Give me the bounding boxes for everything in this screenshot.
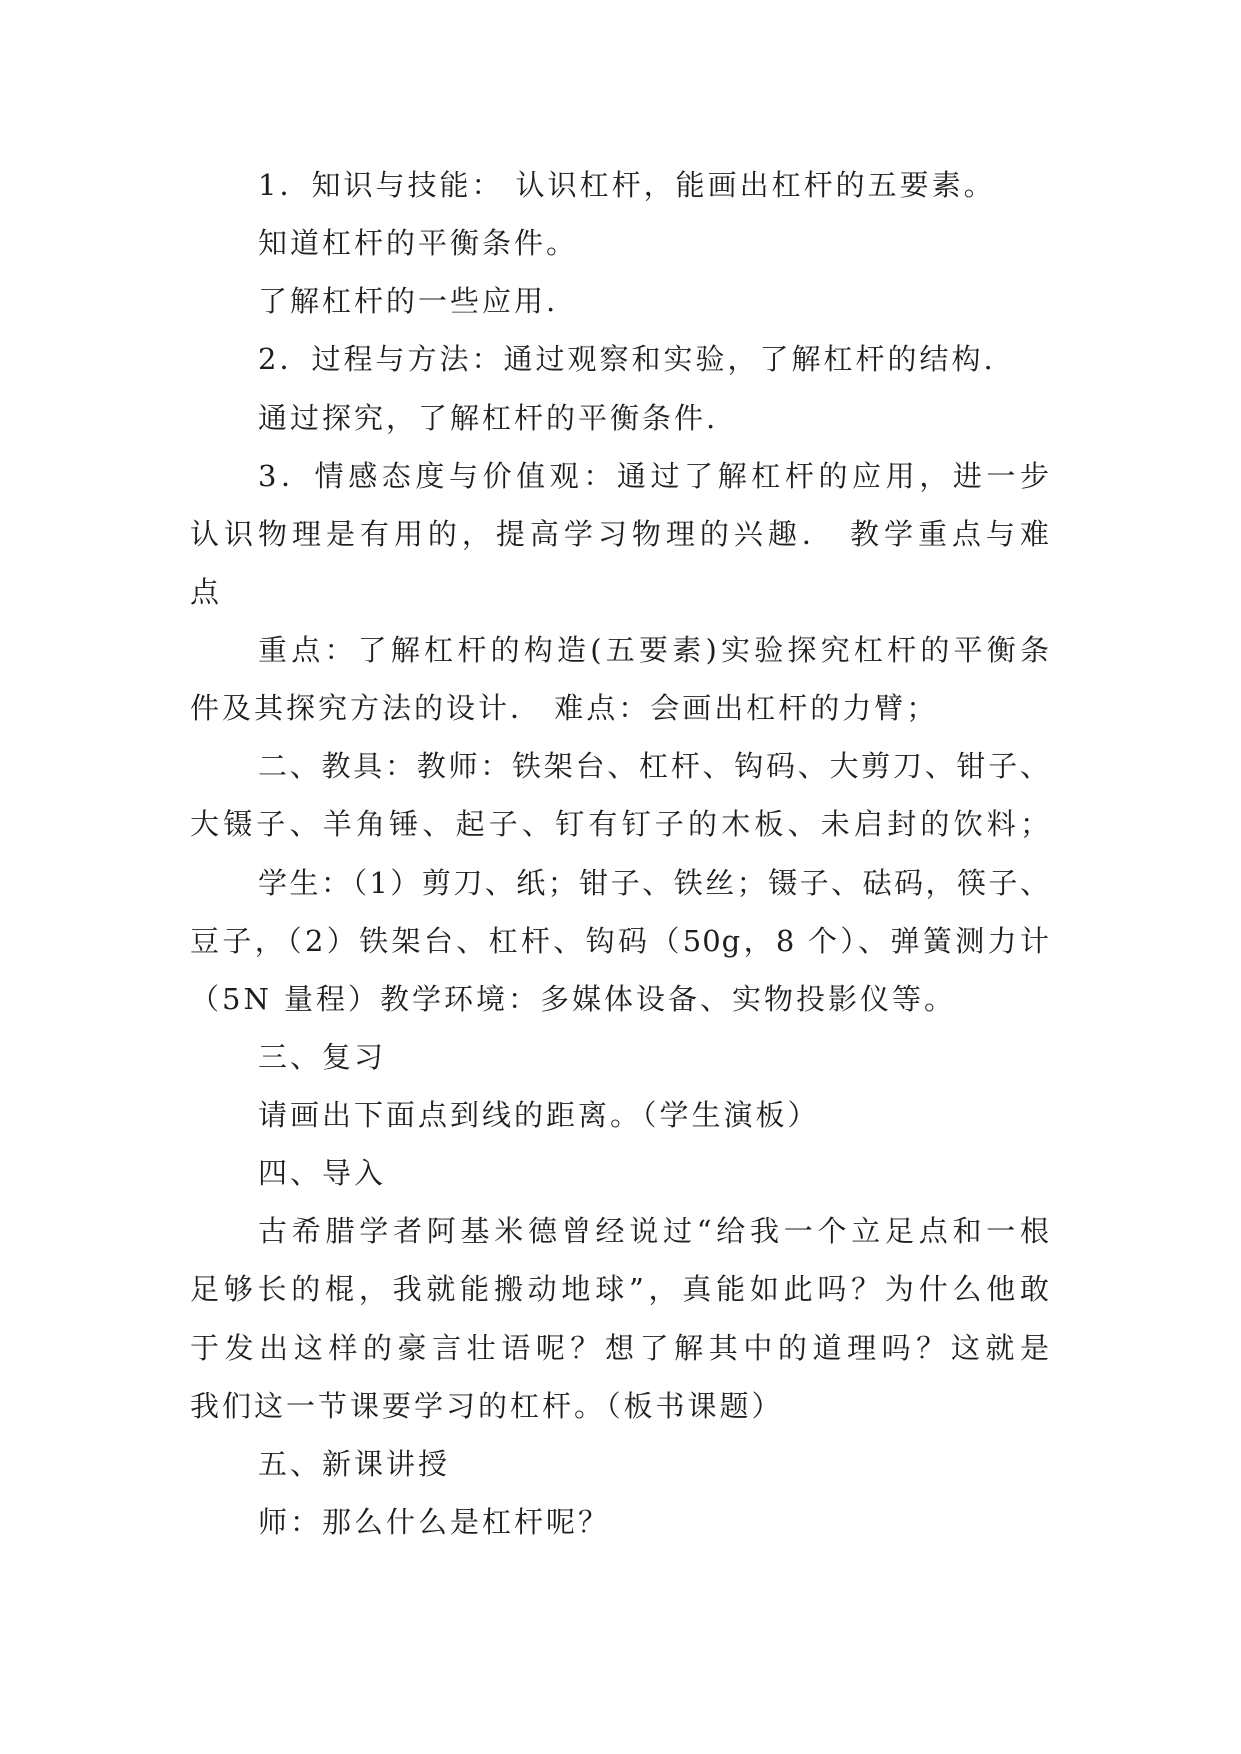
paragraph-inquiry [190, 389, 1050, 447]
text-line: 二、教具：教师：铁架台、杠杆、钩码、大剪刀、钳子、 [258, 749, 1050, 784]
section-heading-introduction [190, 1144, 1050, 1202]
text-line: 大镊子、羊角锤、起子、钉有钉子的木板、未启封的饮料； [190, 807, 1050, 842]
text-line: 了解杠杆的一些应用. [258, 284, 559, 319]
section-heading-review [190, 1028, 1050, 1086]
text-line: 点 [190, 574, 223, 609]
paragraph-teacher-question [190, 1493, 1050, 1551]
paragraph-key-points [190, 621, 1050, 737]
text-line: 请画出下面点到线的距离。（学生演板） [258, 1098, 820, 1132]
paragraph-knowledge-skills [190, 156, 1050, 214]
text-line: 豆子，（2）铁架台、杠杆、钩码（50g，8 个）、弹簧测力计 [190, 923, 1050, 958]
paragraph-process-method [190, 330, 1050, 388]
paragraph-review-task [190, 1086, 1050, 1144]
text-line: 重点：了解杠杆的构造(五要素)实验探究杠杆的平衡条 [258, 633, 1050, 667]
text-line: 我们这一节课要学习的杠杆。（板书课题） [190, 1388, 784, 1423]
section-heading-new-lesson [190, 1435, 1050, 1493]
paragraph-teaching-aids [190, 737, 1050, 853]
text-line: （5N 量程）教学环境：多媒体设备、实物投影仪等。 [190, 981, 957, 1016]
text-line: 2．过程与方法：通过观察和实验，了解杠杆的结构. [258, 342, 996, 377]
paragraph-applications [190, 272, 1050, 330]
text-line: 四、导入 [258, 1156, 387, 1191]
text-line: 学生：（1）剪刀、纸；钳子、铁丝；镊子、砝码，筷子、 [258, 865, 1050, 900]
text-line: 古希腊学者阿基米德曾经说过“给我一个立足点和一根 [258, 1214, 1050, 1249]
text-line: 三、复习 [258, 1039, 387, 1074]
paragraph-balance-condition [190, 214, 1050, 272]
document-body [190, 156, 1050, 1551]
text-line: 五、新课讲授 [258, 1446, 451, 1481]
text-line: 足够长的棍，我就能搬动地球”，真能如此吗？为什么他敢 [190, 1272, 1050, 1307]
paragraph-attitude-values [190, 447, 1050, 621]
text-line: 认识物理是有用的，提高学习物理的兴趣． 教学重点与难 [190, 516, 1050, 551]
text-line: 3．情感态度与价值观：通过了解杠杆的应用，进一步 [258, 458, 1050, 493]
text-line: 师：那么什么是杠杆呢？ [258, 1504, 611, 1539]
text-line: 知道杠杆的平衡条件。 [258, 226, 579, 261]
paragraph-student-materials [190, 854, 1050, 1028]
text-line: 件及其探究方法的设计． 难点：会画出杠杆的力臂； [190, 691, 939, 726]
text-line: 于发出这样的豪言壮语呢？想了解其中的道理吗？这就是 [190, 1330, 1050, 1365]
text-line: 通过探究，了解杠杆的平衡条件. [258, 400, 719, 435]
paragraph-archimedes [190, 1202, 1050, 1435]
text-line: 1．知识与技能： 认识杠杆，能画出杠杆的五要素。 [258, 168, 996, 202]
